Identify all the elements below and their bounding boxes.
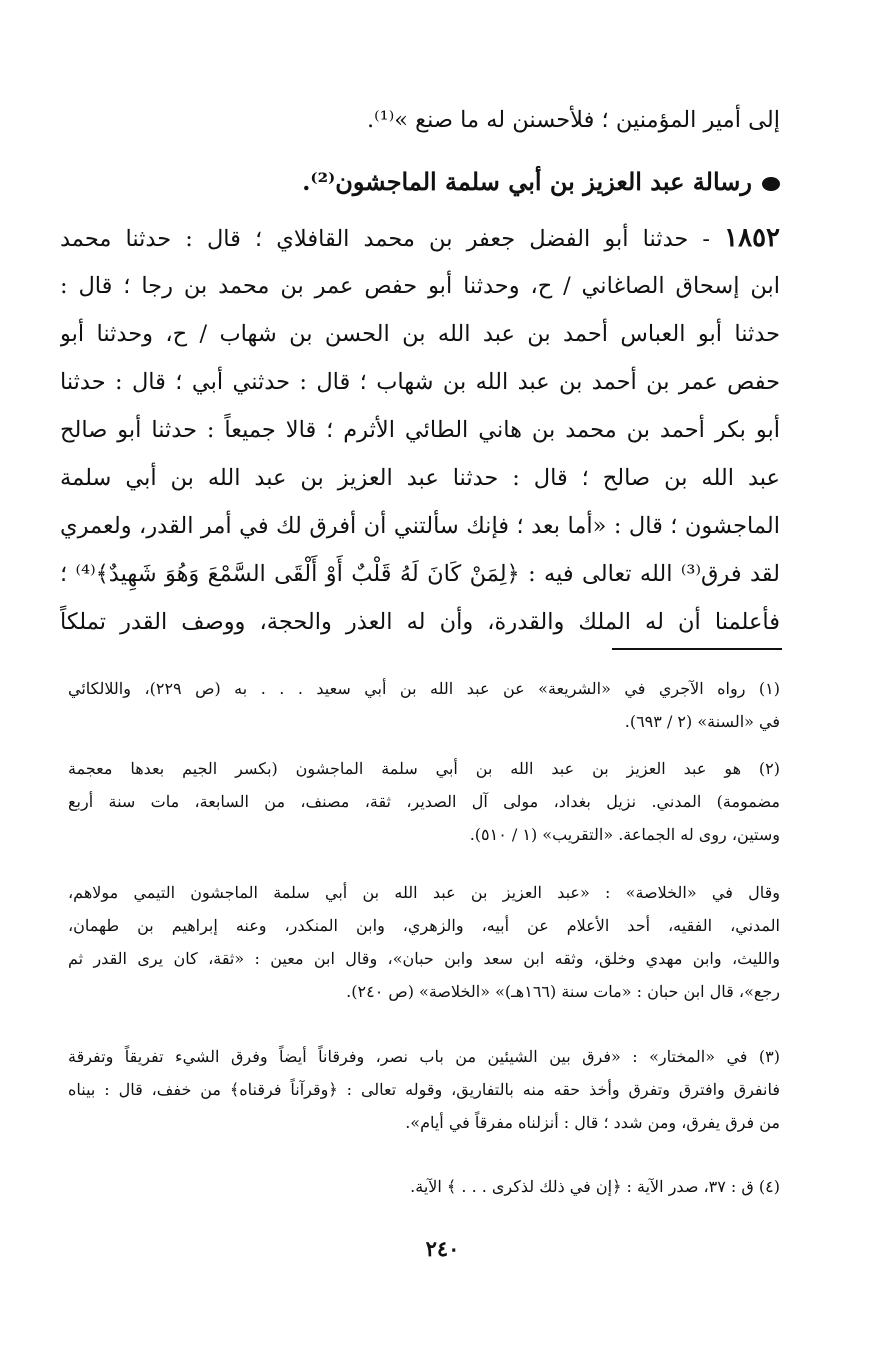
footnote-line: (١) رواه الآجري في «الشريعة» عن عبد الله بن أبي سعيد . . . به (ص ٢٢٩)، واللالكائي [68, 679, 780, 698]
footnote-2-continued [68, 876, 780, 1008]
footnote-line: المدني، الفقيه، أحد الأعلام عن أبيه، والزهري، وابن المنكدر، وعنه إبراهيم بن طهمان، [68, 916, 780, 935]
paragraph-line: حفص عمر بن أحمد بن عبد الله بن شهاب ؛ قال : حدثني أبي ؛ قال : حدثنا [60, 369, 780, 395]
paragraph-line: لقد فرق⁽³⁾ الله تعالى فيه : ﴿لِمَنْ كَانَ لَهُ قَلْبٌ أَوْ أَلْقَى السَّمْعَ وَهُوَ شَهِيدٌ﴾⁽⁴⁾ ؛ [60, 561, 780, 587]
paragraph-line: ١٨٥٢ - حدثنا أبو الفضل جعفر بن محمد القافلاي ؛ قال : حدثنا محمد [60, 223, 780, 253]
footnote-3 [68, 1040, 780, 1139]
paragraph-line: حدثنا أبو العباس أحمد بن عبد الله بن الحسن بن شهاب / ح، وحدثنا أبو [60, 321, 780, 347]
footnote-line: (٢) هو عبد العزيز بن عبد الله بن أبي سلمة الماجشون (بكسر الجيم بعدها معجمة [68, 759, 780, 778]
section-heading [260, 158, 780, 206]
footnote-2 [68, 752, 780, 851]
bullet-icon [762, 177, 780, 191]
footnote-line: والليث، وابن مهدي وخلق، وثقه ابن سعد وابن حبان»، وقال ابن معين : «ثقة، كان يرى القدر ثم [68, 949, 780, 968]
footnote-line: فانفرق وافترق وتفرق وأخذ حقه منه بالتفاريق، وقوله تعالى : ﴿وقرآناً فرقناه﴾ من خفف، قال : بيناه [68, 1080, 780, 1099]
heading-text: رسالة عبد العزيز بن أبي سلمة الماجشون⁽²⁾. [302, 167, 752, 196]
top-line-block [60, 96, 780, 144]
footnote-line: وقال في «الخلاصة» : «عبد العزيز بن عبد الله بن أبي سلمة الماجشون التيمي مولاهم، [68, 883, 780, 902]
footnote-line: (٣) في «المختار» : «فرق بين الشيئين من باب نصر، وفرقاناً أيضاً وفرق الشيء تفريقاً وتفرقة [68, 1047, 780, 1066]
footnote-line: رجع»، قال ابن حبان : «مات سنة (١٦٦هـ)» «الخلاصة» (ص ٢٤٠). [346, 982, 780, 1001]
footnote-line: من فرق يفرق، ومن شدد ؛ قال : أنزلناه مفرقاً في أيام». [405, 1113, 780, 1132]
paragraph-line: فأعلمنا أن له الملك والقدرة، وأن له العذر والحجة، ووصف القدر تملكاً [60, 609, 780, 635]
page-number: ٢٤٠ [425, 1236, 460, 1261]
paragraph-line: الماجشون ؛ قال : «أما بعد ؛ فإنك سألتني أن أفرق لك في أمر القدر، ولعمري [60, 513, 780, 539]
main-paragraph [60, 214, 780, 646]
top-line: إلى أمير المؤمنين ؛ فلأحسنن له ما صنع »⁽¹⁾. [366, 107, 780, 133]
footnote-separator [612, 648, 782, 650]
footnote-line: مضمومة) المدني. نزيل بغداد، مولى آل الصدير، ثقة، مصنف، من السابعة، مات سنة أربع [68, 792, 780, 811]
footnote-line: في «السنة» (٢ / ٦٩٣). [624, 712, 780, 731]
footnote-1 [68, 672, 780, 738]
paragraph-line: ابن إسحاق الصاغاني / ح، وحدثنا أبو حفص عمر بن محمد بن رجا ؛ قال : [60, 273, 780, 299]
paragraph-line: عبد الله بن صالح ؛ قال : حدثنا عبد العزيز بن عبد الله بن أبي سلمة [60, 465, 780, 491]
footnote-line: وستين، روى له الجماعة. «التقريب» (١ / ٥١٠). [469, 825, 780, 844]
footnote-line: (٤) ق : ٣٧، صدر الآية : ﴿إن في ذلك لذكرى . . . ﴾ الآية. [410, 1177, 780, 1196]
paragraph-line: أبو بكر أحمد بن محمد بن هاني الطائي الأثرم ؛ قالا جميعاً : حدثنا أبو صالح [60, 417, 780, 443]
footnote-4 [68, 1170, 780, 1203]
hadith-number: ١٨٥٢ [724, 223, 780, 253]
